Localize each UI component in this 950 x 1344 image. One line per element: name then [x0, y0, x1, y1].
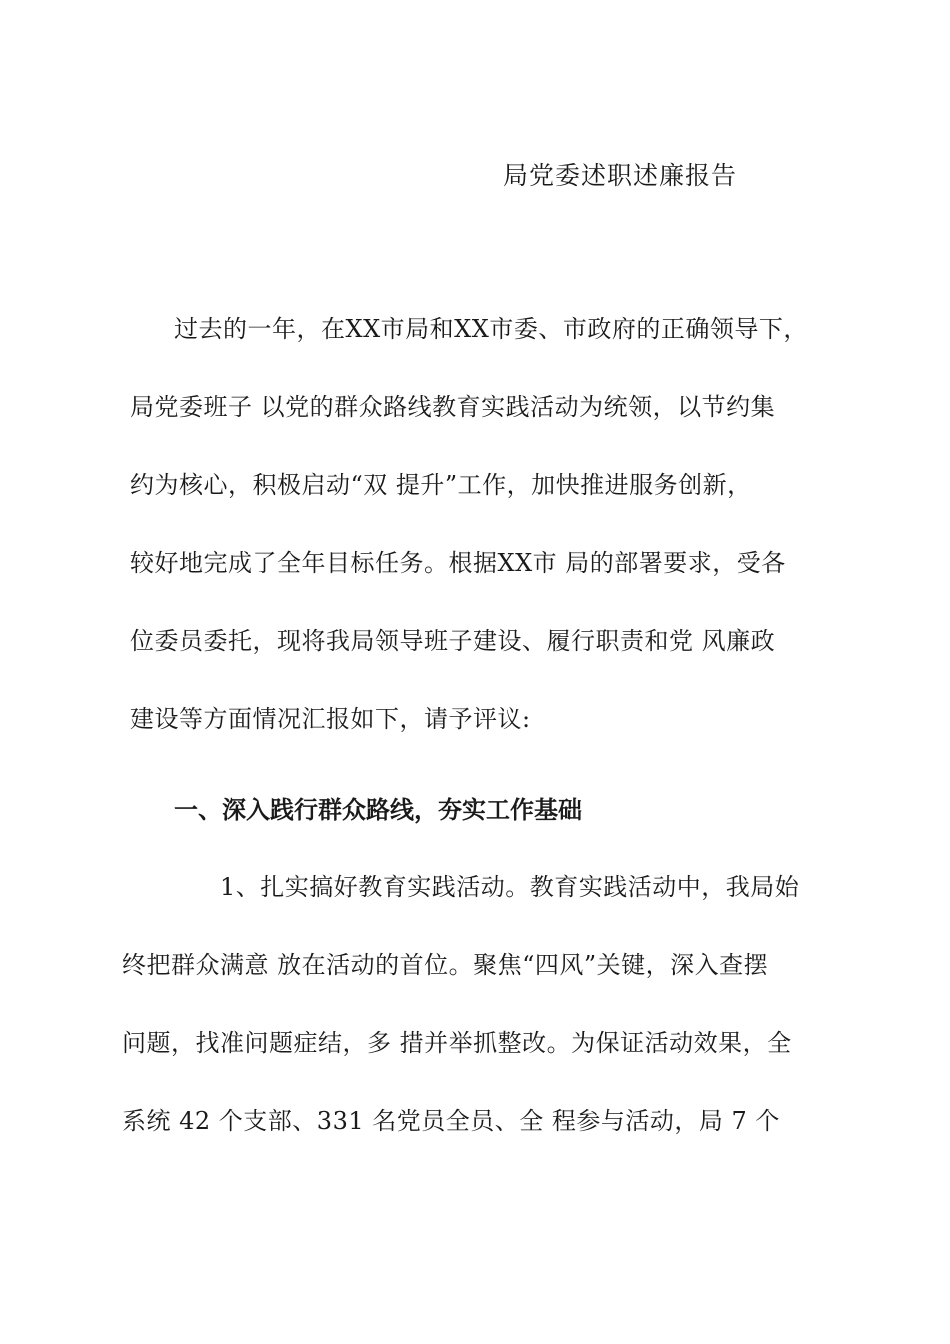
- intro-line-1: 过去的一年，在XX市局和XX市委、市政府的正确领导下，: [174, 315, 808, 343]
- section-line-1: 1、扎实搞好教育实践活动。教育实践活动中，我局始: [220, 873, 800, 901]
- intro-line-3: 约为核心，积极启动“双 提升”工作，加快推进服务创新，: [130, 471, 752, 499]
- document-title: 局党委述职述廉报告: [503, 161, 738, 190]
- intro-line-2: 局党委班子 以党的群众路线教育实践活动为统领，以节约集: [130, 393, 776, 421]
- section-line-2: 终把群众满意 放在活动的首位。聚焦“四风”关键，深入查摆: [122, 951, 769, 979]
- section-line-4: 系统 42 个支部、331 名党员全员、全 程参与活动，局 7 个: [122, 1107, 780, 1135]
- section-heading: 一、深入践行群众路线，夯实工作基础: [174, 796, 582, 824]
- intro-line-5: 位委员委托，现将我局领导班子建设、履行职责和党 风廉政: [130, 627, 776, 655]
- section-line-3: 问题，找准问题症结，多 措并举抓整改。为保证活动效果，全: [122, 1029, 792, 1057]
- intro-line-6: 建设等方面情况汇报如下，请予评议:: [130, 705, 531, 733]
- intro-line-4: 较好地完成了全年目标任务。根据XX市 局的部署要求，受各: [130, 549, 786, 577]
